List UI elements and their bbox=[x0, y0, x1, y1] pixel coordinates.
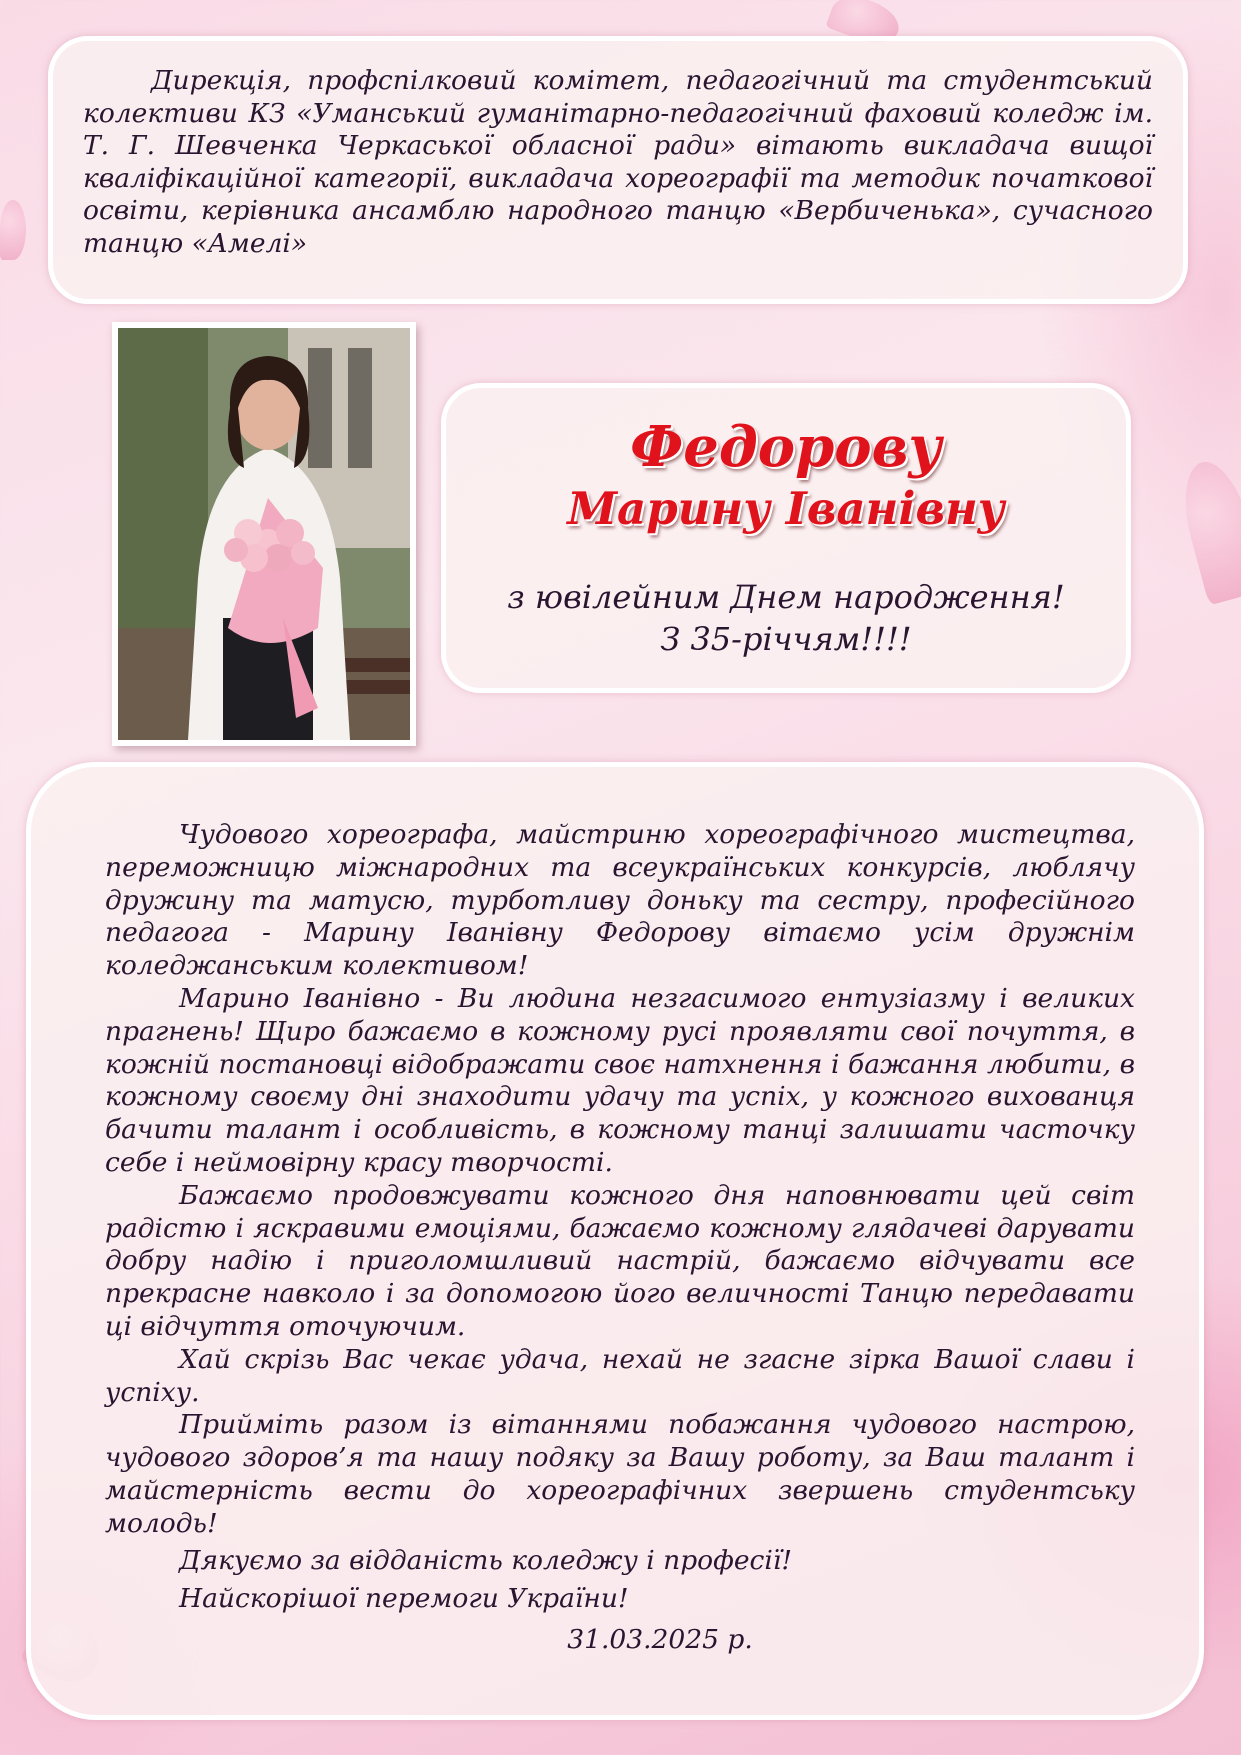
greeting-paragraph: Найскорішої перемоги України! bbox=[179, 1583, 629, 1615]
occasion-line-2: З 35-річчям!!!! bbox=[660, 620, 912, 658]
honoree-given-name: Марину Іванівну bbox=[567, 482, 1005, 535]
occasion-line-1: з ювілейним Днем народження! bbox=[507, 578, 1065, 616]
petal-decoration bbox=[0, 200, 26, 260]
portrait-frame bbox=[112, 322, 416, 746]
portrait-photo bbox=[118, 328, 410, 740]
greeting-paragraph: Прийміть разом із вітаннями побажання чудового настрою, чудового здоров’я та нашу подяку за Вашу роботу, за Ваш талант і майстерність вести до хореографічних звершень студентську молодь! bbox=[105, 1409, 1135, 1539]
greeting-paragraph: Марино Іванівно - Ви людина незгасимого ентузіазму і великих прагнень! Щиро бажаємо в кожному русі проявляти свої почуття, в кожній постановці відображати своє натхнення і бажання любити, в кожному своєму дні знаходити удачу та успіх, у кожного вихованця бачити талант і особливість, в кожному танці залишати часточку себе і неймовірну красу творчості. bbox=[105, 982, 1135, 1178]
header-text: Дирекція, профспілковий комітет, педагогічний та студентський колективи КЗ «Уманський гуманітарно-педагогічний фаховий коледж ім. Т. Г. Шевченка Черкаської обласної ради» вітають викладача вищої кваліфікаційної категорії, викладача хореографії та методик початкової освіти, керівника ансамблю народного танцю «Вербиченька», сучасного танцю «Амелі» bbox=[83, 65, 1153, 259]
petal-decoration bbox=[1173, 455, 1241, 606]
greeting-paragraph: Хай скрізь Вас чекає удача, нехай не згасне зірка Вашої слави і успіху. bbox=[105, 1343, 1135, 1408]
honoree-card bbox=[441, 383, 1131, 693]
greeting-paragraph: Дякуємо за відданість коледжу і професії! bbox=[179, 1544, 792, 1576]
header-card bbox=[48, 36, 1188, 304]
greeting-card bbox=[26, 762, 1204, 1720]
greeting-paragraph: Чудового хореографа, майстриню хореографічного мистецтва, переможницю міжнародних та всеукраїнських конкурсів, люблячу дружину та матусю, турботливу доньку та сестру, професійного педагога - Марину Іванівну Федорову вітаємо усім дружнім коледжанським колективом! bbox=[105, 819, 1135, 982]
honoree-surname: Федорову bbox=[630, 414, 942, 480]
greeting-paragraph: Бажаємо продовжувати кожного дня наповнювати цей світ радістю і яскравими емоціями, бажаємо кожному глядачеві дарувати добру надію і приголомшливий настрій, бажаємо відчувати все прекрасне навколо і за допомогою його величності Танцю передавати ці відчуття оточуючим. bbox=[105, 1179, 1135, 1342]
greeting-date: 31.03.2025 р. bbox=[567, 1624, 753, 1656]
